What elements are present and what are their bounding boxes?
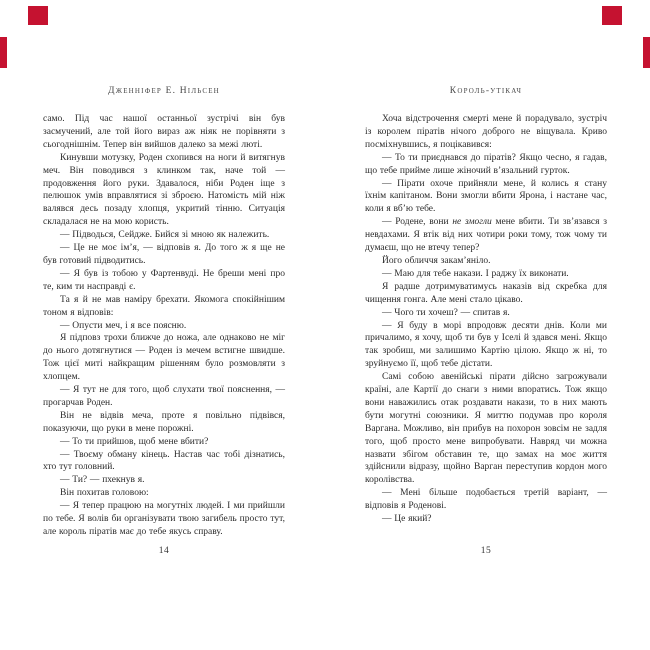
- paragraph: — Чого ти хочеш? — спитав я.: [382, 307, 510, 318]
- left-page-text-block: [43, 113, 285, 539]
- paragraph: Він не відвів меча, проте я повільно підвівся, показуючи, що руки в мене порожні.: [43, 410, 285, 434]
- paragraph: Кинувши мотузку, Роден схопився на ноги й витягнув меч. Він поводився з клинком так, наче той — продовження його руки. Здавалося, ніби Роден іще з пелюшок умів вправлятися зі зброєю. Натомість мій ніж валявся десь позаду хлопця, укритий тінню. Ситуація складалася не на мою користь.: [43, 152, 285, 228]
- paragraph: Я підповз трохи ближче до ножа, але однаково не міг до нього дотягнутися — Роден із мечем встигне швидше. Тож цієї миті найкращим рішенням було розмовляти з хлопцем.: [43, 333, 285, 383]
- paragraph: Я радше дотримуватимусь наказів від скребка для чищення гонга. Але мені стало цікаво.: [365, 281, 607, 305]
- paragraph: — Підводься, Сейдже. Бийся зі мною як належить.: [60, 230, 270, 241]
- paragraph: Хоча відстрочення смерті мене й порадувало, зустріч із королем піратів нічого доброго не віщувала. Криво посміхнувшись, я поцікавився:: [365, 114, 607, 150]
- paragraph: — То ти прийшов, щоб мене вбити?: [60, 436, 209, 447]
- page-number-right: 15: [480, 546, 492, 556]
- paragraph: Він похитав головою:: [60, 488, 149, 499]
- red-ornament-fragment-top-left: [28, 6, 48, 25]
- red-ornament-fragment-top-right: [602, 6, 622, 25]
- paragraph: — Ти? — пхекнув я.: [60, 475, 145, 486]
- paragraph: Його обличчя закам’яніло.: [382, 255, 491, 266]
- left-page: [43, 86, 285, 626]
- red-ornament-fragment-right-edge: [643, 37, 650, 68]
- right-page-text-block: [365, 113, 607, 526]
- paragraph: — Я тепер працюю на могутніх людей. І ми прийшли по тебе. Я волів би організувати твою загибель просто тут, але король піратів має до тебе якусь справу.: [43, 501, 285, 537]
- paragraph: — Це не моє ім’я, — відповів я. До того ж я ще не був готовий підводитись.: [43, 243, 285, 266]
- right-page: [365, 86, 607, 626]
- paragraph: — Я тут не для того, щоб слухати твої пояснення, — прогарчав Роден.: [43, 385, 285, 408]
- red-ornament-fragment-left-edge: [0, 37, 7, 68]
- paragraph: — Це який?: [382, 514, 432, 525]
- page-number-left: 14: [158, 546, 170, 556]
- paragraph: Та я й не мав наміру брехати. Якомога спокійнішим тоном я відповів:: [43, 294, 285, 318]
- paragraph: — Родене, вони не змогли мене вбити. Ти зв’язався з невдахами. Я втік від них чотири роки тому, тож чому ти думаєш, що не втечу тепер?: [365, 217, 608, 254]
- paragraph: Самі собою авенійські пірати дійсно загрожували країні, але Картії до снаги з ними впоратись. Тож якщо вони наважились отак роздавати накази, то в них мають бути могутні союзники. Я миттю подумав про короля Варгана. Можливо, він прибув на похорон зовсім не задля того, щоб просто мене випробувати. Навряд чи можна назвати збігом обставин те, що замах на моє життя здійснили відразу, щойно Варган переступив кордон мого королівства.: [365, 372, 607, 486]
- paragraph: — Пірати охоче прийняли мене, й колись я стану їхнім капітаном. Вони змогли вбити Ярона, і настане час, коли я вб’ю тебе.: [365, 178, 607, 215]
- running-header-book-title: Король-утікач: [449, 86, 523, 96]
- paragraph: — Маю для тебе накази. І раджу їх виконати.: [382, 268, 569, 279]
- paragraph: — Я буду в морі впродовж десяти днів. Коли ми причалимо, я хочу, щоб ти був у Іселі й здався мені. Якщо так зробиш, ми залишимо Картію цілою. Якщо ж ні, то зруйнуємо її, щоб тебе дістати.: [365, 320, 607, 370]
- paragraph: само. Під час нашої останньої зустрічі він був засмучений, але той його вираз аж ніяк не порівняти з сьогоднішнім. Тепер він вийшов далеко за межі люті.: [43, 114, 285, 150]
- paragraph: — Я був із тобою у Фартенвуді. Не бреши мені про те, ким ти насправді є.: [43, 268, 285, 292]
- running-header-author: Дженніфер Е. Нільсен: [108, 86, 220, 96]
- paragraph: — Мені більше подобається третій варіант, — відповів я Роденові.: [365, 488, 607, 512]
- paragraph: — То ти приєднався до піратів? Якщо чесно, я гадав, що тебе прийме лише жіночий в’язальний гурток.: [365, 152, 607, 176]
- paragraph: — Опусти меч, і я все поясню.: [60, 320, 187, 331]
- paragraph: — Твоєму обману кінець. Настав час тобі дізнатись, хто тут головний.: [43, 449, 285, 473]
